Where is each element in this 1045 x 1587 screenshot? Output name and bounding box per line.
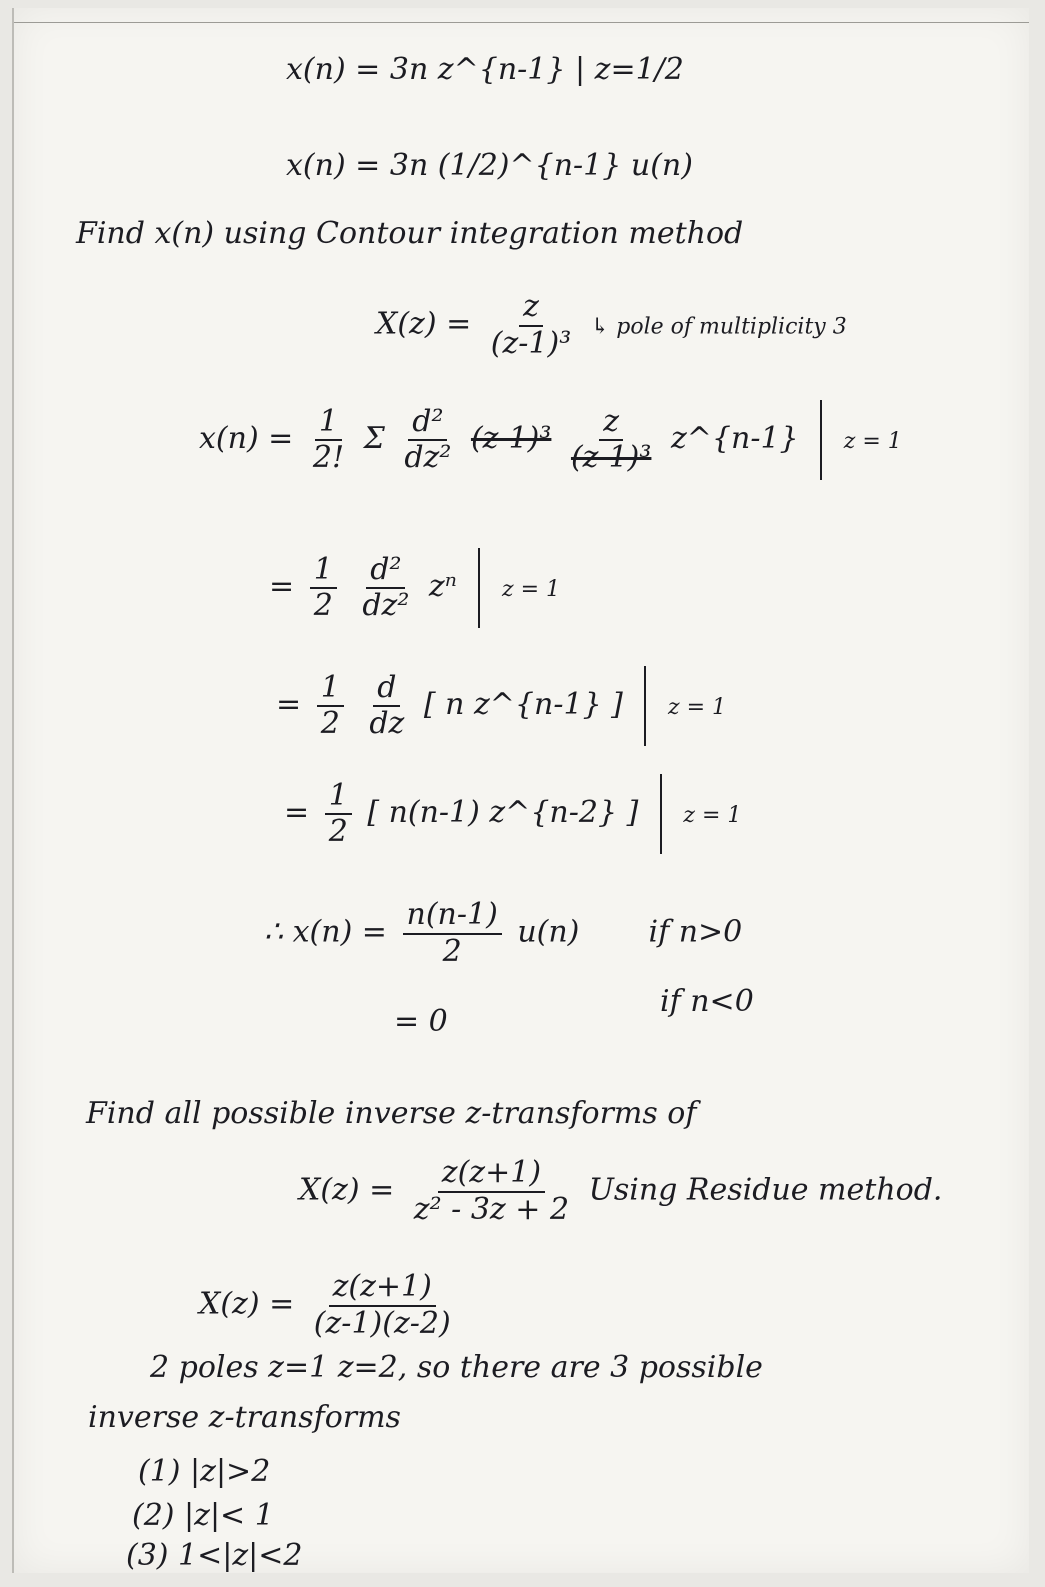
roc-text: (2) |z|< 1: [132, 1498, 274, 1533]
fraction: [403, 898, 502, 969]
line-poles: [150, 1350, 763, 1386]
line-Xz-definition: [376, 290, 847, 361]
roc-case-1: [138, 1454, 270, 1490]
equals: =: [269, 569, 295, 604]
numerator: z: [599, 405, 623, 442]
coefficient: [317, 671, 344, 742]
fraction: [567, 405, 655, 476]
line-final-zero: [394, 1004, 448, 1040]
numerator: d²: [366, 553, 405, 590]
numerator: 1: [310, 553, 337, 590]
denominator: z² - 3z + 2: [413, 1191, 570, 1227]
evaluation-bar: [660, 774, 662, 854]
numerator: z(z+1): [438, 1156, 545, 1193]
power-term: z^{n-1}: [670, 421, 799, 456]
line-question-Xz: [299, 1156, 942, 1227]
numerator: z: [519, 290, 543, 327]
lhs: ∴ x(n) =: [264, 914, 387, 950]
equals: =: [284, 795, 310, 830]
line-poles-cont: [88, 1400, 401, 1436]
numerator: z(z+1): [329, 1270, 436, 1307]
heading-residue: [86, 1096, 696, 1132]
numerator: d²: [408, 405, 447, 442]
evaluation-point: z = 1: [683, 803, 742, 828]
lhs: X(z) =: [299, 1172, 395, 1208]
equals: =: [276, 687, 302, 722]
fraction: [310, 1270, 455, 1341]
line-factored-Xz: [199, 1270, 461, 1341]
method-note: Using Residue method.: [588, 1172, 943, 1208]
condition: if n<0: [660, 984, 754, 1019]
line-xn-eval-half: [286, 52, 684, 88]
line-xn-result: [286, 148, 693, 184]
expression: [ n z^{n-1} ]: [423, 687, 623, 722]
coefficient: [325, 779, 352, 850]
heading-contour: [76, 216, 743, 252]
lhs: x(n) =: [199, 421, 294, 456]
roc-text: (3) 1<|z|<2: [126, 1538, 303, 1573]
coefficient: [309, 405, 348, 476]
denominator: dz²: [404, 440, 452, 475]
derivative-operator: [365, 671, 408, 742]
line-final-zero-condition: [660, 984, 754, 1020]
line-step-second-derivative: [269, 548, 560, 628]
roc-case-3: [126, 1538, 303, 1574]
denominator: (z-1)(z-2): [313, 1305, 451, 1341]
equation-text: x(n) = 3n (1/2)^{n-1} u(n): [286, 148, 693, 183]
line-residue-formula: [199, 400, 902, 480]
equation-text: x(n) = 3n z^{n-1} | z=1/2: [286, 52, 684, 87]
fraction: [410, 1156, 573, 1227]
denominator: dz²: [362, 588, 410, 623]
lhs: X(z) =: [199, 1286, 295, 1322]
evaluation-point: z = 1: [501, 577, 560, 602]
denominator: 2: [442, 933, 462, 969]
numerator: d: [373, 671, 400, 708]
evaluation-point: z = 1: [667, 695, 726, 720]
expression: [ n(n-1) z^{n-2} ]: [367, 795, 639, 830]
derivative-operator: [400, 405, 455, 476]
numerator: 1: [317, 671, 344, 708]
evaluation-bar: [644, 666, 646, 746]
derivative-operator: [358, 553, 413, 624]
roc-text: (1) |z|>2: [138, 1454, 271, 1489]
numerator: n(n-1): [403, 898, 502, 935]
denominator: 2: [313, 588, 333, 623]
poles-text: inverse z-transforms: [88, 1400, 401, 1435]
denominator: dz: [369, 706, 405, 741]
heading-text: Find x(n) using Contour integration method: [76, 216, 744, 251]
unit-step: u(n): [517, 914, 580, 950]
evaluation-point: z = 1: [843, 429, 902, 454]
heading-text: Find all possible inverse z-transforms of: [86, 1096, 697, 1131]
notebook-page: [12, 8, 1029, 1573]
coefficient: [310, 553, 337, 624]
fraction: [487, 290, 575, 361]
line-final-result: [264, 898, 742, 969]
numerator: 1: [325, 779, 352, 816]
pole-note: ↳ pole of multiplicity 3: [590, 314, 847, 340]
sum-symbol: Σ: [363, 421, 385, 456]
value: = 0: [394, 1004, 448, 1039]
denominator: 2!: [312, 440, 345, 475]
page-rule: [14, 22, 1029, 23]
cancelled-term: (z-1)³: [470, 421, 552, 456]
evaluation-bar: [478, 548, 480, 628]
lhs: X(z) =: [376, 306, 472, 342]
denominator: 2: [320, 706, 340, 741]
denominator: (z-1)³: [490, 325, 572, 361]
denominator: (z-1)³: [570, 440, 652, 475]
condition: if n>0: [648, 914, 743, 950]
expression: zⁿ: [428, 569, 457, 604]
numerator: 1: [315, 405, 342, 442]
poles-text: 2 poles z=1 z=2, so there are 3 possible: [150, 1350, 763, 1385]
roc-case-2: [132, 1498, 274, 1534]
line-step-result-bracket: [284, 774, 741, 854]
line-step-first-derivative: [276, 666, 726, 746]
denominator: 2: [328, 814, 348, 849]
evaluation-bar: [820, 400, 822, 480]
